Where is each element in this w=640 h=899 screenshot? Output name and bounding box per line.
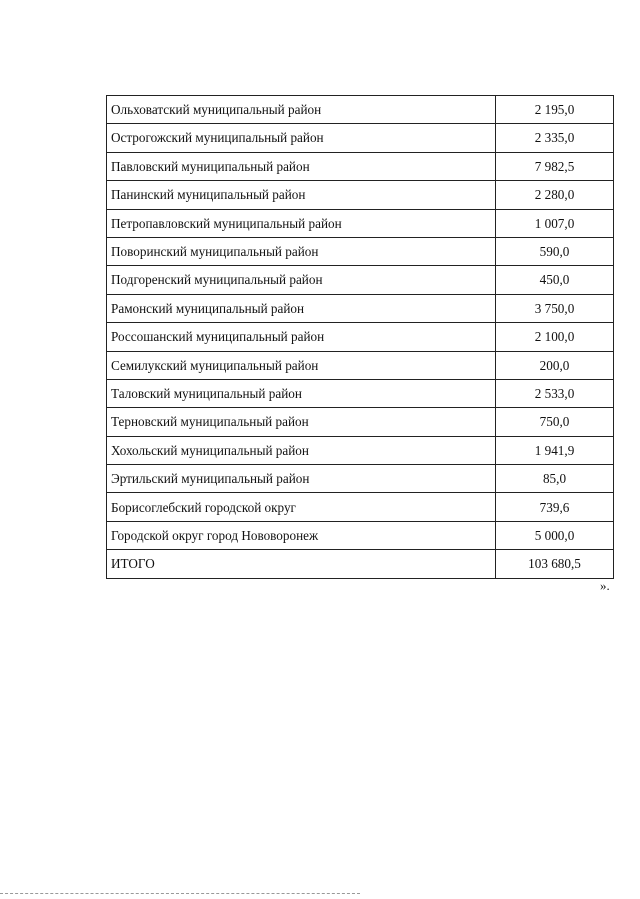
- district-name: Рамонский муниципальный район: [107, 294, 496, 322]
- table-row: [107, 124, 614, 152]
- district-name: Терновский муниципальный район: [107, 408, 496, 436]
- district-name: Петропавловский муниципальный район: [107, 209, 496, 237]
- table-row: [107, 181, 614, 209]
- district-name: Таловский муниципальный район: [107, 379, 496, 407]
- table-row: [107, 96, 614, 124]
- district-amount: 2 100,0: [496, 323, 614, 351]
- district-amount: 2 533,0: [496, 379, 614, 407]
- district-name: Подгоренский муниципальный район: [107, 266, 496, 294]
- district-name: Борисоглебский городской округ: [107, 493, 496, 521]
- district-name: Павловский муниципальный район: [107, 152, 496, 180]
- district-name: Ольховатский муниципальный район: [107, 96, 496, 124]
- page-footer-divider: [0, 893, 360, 894]
- table-row: [107, 465, 614, 493]
- district-name: Россошанский муниципальный район: [107, 323, 496, 351]
- district-name: Острогожский муниципальный район: [107, 124, 496, 152]
- table-row: [107, 521, 614, 549]
- table-row: [107, 209, 614, 237]
- district-amount: 85,0: [496, 465, 614, 493]
- district-name: Хохольский муниципальный район: [107, 436, 496, 464]
- district-amount: 2 335,0: [496, 124, 614, 152]
- district-amount: 7 982,5: [496, 152, 614, 180]
- table-row: [107, 351, 614, 379]
- district-amount: 739,6: [496, 493, 614, 521]
- district-amount: 450,0: [496, 266, 614, 294]
- table-row: [107, 237, 614, 265]
- table-row: [107, 379, 614, 407]
- total-label: ИТОГО: [107, 550, 496, 578]
- district-amount: 5 000,0: [496, 521, 614, 549]
- table-row: [107, 323, 614, 351]
- closing-quote-mark: ».: [600, 578, 610, 593]
- table-row: [107, 493, 614, 521]
- district-amount: 750,0: [496, 408, 614, 436]
- table-row: [107, 152, 614, 180]
- district-amount: 200,0: [496, 351, 614, 379]
- allocation-table-body: [107, 96, 614, 579]
- table-row: [107, 436, 614, 464]
- district-name: Эртильский муниципальный район: [107, 465, 496, 493]
- table-row: [107, 266, 614, 294]
- district-name: Панинский муниципальный район: [107, 181, 496, 209]
- district-amount: 2 280,0: [496, 181, 614, 209]
- district-amount: 3 750,0: [496, 294, 614, 322]
- total-row: [107, 550, 614, 578]
- district-amount: 1 941,9: [496, 436, 614, 464]
- total-amount: 103 680,5: [496, 550, 614, 578]
- allocation-table: [106, 95, 614, 579]
- table-row: [107, 408, 614, 436]
- district-name: Семилукский муниципальный район: [107, 351, 496, 379]
- table-row: [107, 294, 614, 322]
- district-amount: 1 007,0: [496, 209, 614, 237]
- district-amount: 2 195,0: [496, 96, 614, 124]
- district-name: Поворинский муниципальный район: [107, 237, 496, 265]
- district-name: Городской округ город Нововоронеж: [107, 521, 496, 549]
- district-amount: 590,0: [496, 237, 614, 265]
